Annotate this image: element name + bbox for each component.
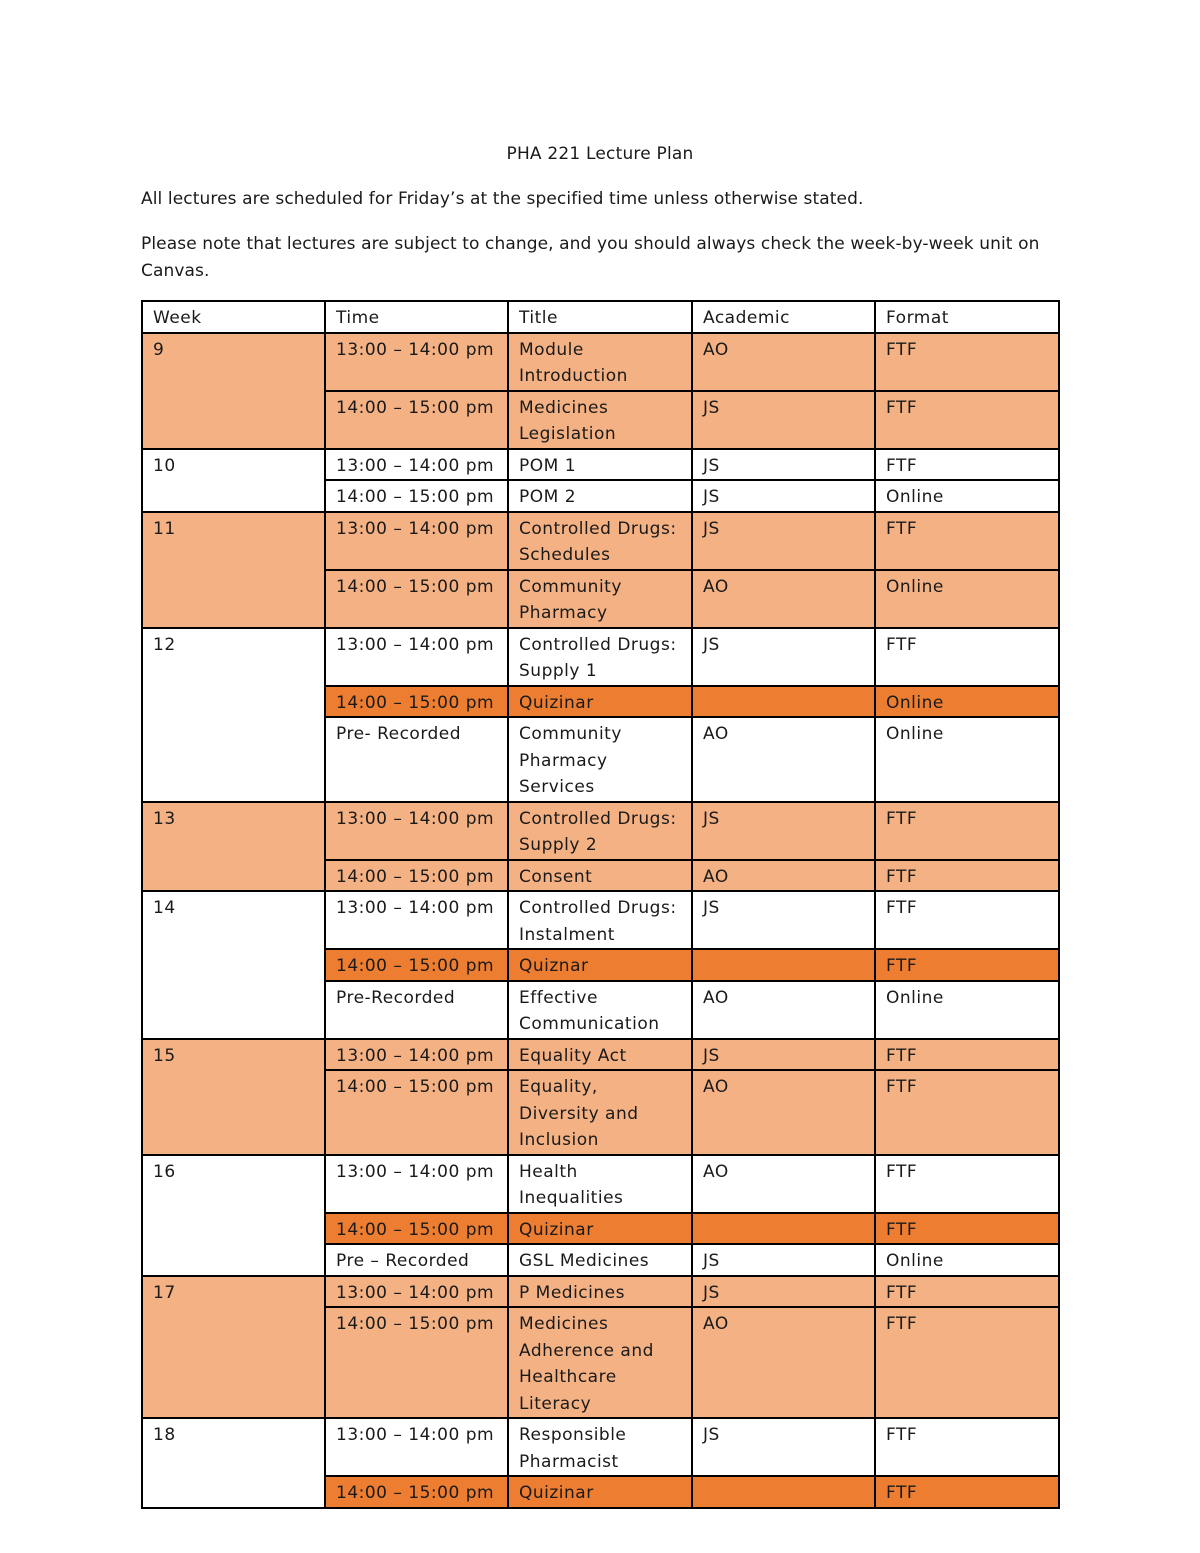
table-row — [142, 512, 1059, 570]
academic-cell: JS — [692, 1039, 875, 1071]
academic-cell: AO — [692, 1307, 875, 1418]
title-cell: Controlled Drugs: Schedules — [508, 512, 692, 570]
title-cell: Controlled Drugs: Supply 2 — [508, 802, 692, 860]
header-title: Title — [508, 301, 692, 333]
time-cell: 13:00 – 14:00 pm — [325, 512, 508, 570]
academic-cell — [692, 949, 875, 981]
academic-cell: JS — [692, 512, 875, 570]
title-cell: Quizinar — [508, 686, 692, 718]
format-cell: FTF — [875, 949, 1059, 981]
title-cell: Medicines Legislation — [508, 391, 692, 449]
table-row — [142, 333, 1059, 391]
header-academic: Academic — [692, 301, 875, 333]
format-cell: Online — [875, 981, 1059, 1039]
table-row — [142, 449, 1059, 481]
header-format: Format — [875, 301, 1059, 333]
time-cell: 13:00 – 14:00 pm — [325, 333, 508, 391]
title-cell: GSL Medicines — [508, 1244, 692, 1276]
time-cell: 14:00 – 15:00 pm — [325, 1476, 508, 1508]
academic-cell: JS — [692, 891, 875, 949]
header-time: Time — [325, 301, 508, 333]
format-cell: FTF — [875, 860, 1059, 892]
time-cell: 13:00 – 14:00 pm — [325, 1418, 508, 1476]
title-cell: Community Pharmacy Services — [508, 717, 692, 802]
format-cell: FTF — [875, 333, 1059, 391]
table-row — [142, 802, 1059, 860]
format-cell: Online — [875, 480, 1059, 512]
table-row — [142, 1276, 1059, 1308]
title-cell: Controlled Drugs: Instalment — [508, 891, 692, 949]
time-cell: Pre- Recorded — [325, 717, 508, 802]
time-cell: 14:00 – 15:00 pm — [325, 391, 508, 449]
time-cell: 13:00 – 14:00 pm — [325, 1039, 508, 1071]
time-cell: 13:00 – 14:00 pm — [325, 802, 508, 860]
time-cell: 13:00 – 14:00 pm — [325, 1155, 508, 1213]
format-cell: FTF — [875, 891, 1059, 949]
time-cell: 14:00 – 15:00 pm — [325, 860, 508, 892]
week-cell: 13 — [142, 802, 325, 892]
week-cell: 11 — [142, 512, 325, 628]
format-cell: FTF — [875, 1070, 1059, 1155]
header-week: Week — [142, 301, 325, 333]
time-cell: 14:00 – 15:00 pm — [325, 1213, 508, 1245]
academic-cell: AO — [692, 717, 875, 802]
week-cell: 9 — [142, 333, 325, 449]
time-cell: 14:00 – 15:00 pm — [325, 949, 508, 981]
format-cell: FTF — [875, 1276, 1059, 1308]
format-cell: Online — [875, 686, 1059, 718]
academic-cell: AO — [692, 1155, 875, 1213]
format-cell: FTF — [875, 449, 1059, 481]
academic-cell: JS — [692, 480, 875, 512]
academic-cell — [692, 686, 875, 718]
note-paragraph: Please note that lectures are subject to change, and you should always check the week-by-week unit on Canvas. — [141, 234, 1040, 281]
format-cell: FTF — [875, 1418, 1059, 1476]
time-cell: 14:00 – 15:00 pm — [325, 1070, 508, 1155]
week-cell: 17 — [142, 1276, 325, 1419]
format-cell: Online — [875, 1244, 1059, 1276]
lecture-plan-table — [141, 300, 1060, 1509]
time-cell: 13:00 – 14:00 pm — [325, 1276, 508, 1308]
title-cell: Health Inequalities — [508, 1155, 692, 1213]
title-cell: Module Introduction — [508, 333, 692, 391]
table-row — [142, 1418, 1059, 1476]
academic-cell: JS — [692, 1276, 875, 1308]
document-title: PHA 221 Lecture Plan — [506, 144, 694, 164]
academic-cell: AO — [692, 981, 875, 1039]
academic-cell: AO — [692, 860, 875, 892]
table-header-row — [142, 301, 1059, 333]
academic-cell: JS — [692, 391, 875, 449]
format-cell: FTF — [875, 1039, 1059, 1071]
academic-cell: JS — [692, 1244, 875, 1276]
academic-cell: JS — [692, 802, 875, 860]
title-cell: Consent — [508, 860, 692, 892]
title-cell: Quizinar — [508, 1476, 692, 1508]
time-cell: 14:00 – 15:00 pm — [325, 1307, 508, 1418]
academic-cell: JS — [692, 449, 875, 481]
format-cell: FTF — [875, 802, 1059, 860]
lecture-plan-body — [142, 301, 1059, 1508]
week-cell: 18 — [142, 1418, 325, 1508]
table-row — [142, 1155, 1059, 1213]
title-cell: POM 2 — [508, 480, 692, 512]
academic-cell — [692, 1213, 875, 1245]
title-cell: Responsible Pharmacist — [508, 1418, 692, 1476]
format-cell: FTF — [875, 1476, 1059, 1508]
format-cell: FTF — [875, 1213, 1059, 1245]
title-cell: Medicines Adherence and Healthcare Literacy — [508, 1307, 692, 1418]
format-cell: FTF — [875, 1307, 1059, 1418]
format-cell: FTF — [875, 628, 1059, 686]
week-cell: 16 — [142, 1155, 325, 1276]
title-cell: Controlled Drugs: Supply 1 — [508, 628, 692, 686]
time-cell: 13:00 – 14:00 pm — [325, 628, 508, 686]
table-row — [142, 891, 1059, 949]
time-cell: 14:00 – 15:00 pm — [325, 570, 508, 628]
title-cell: Equality, Diversity and Inclusion — [508, 1070, 692, 1155]
time-cell: 13:00 – 14:00 pm — [325, 891, 508, 949]
table-row — [142, 628, 1059, 686]
time-cell: Pre-Recorded — [325, 981, 508, 1039]
week-cell: 15 — [142, 1039, 325, 1155]
academic-cell: AO — [692, 570, 875, 628]
title-cell: P Medicines — [508, 1276, 692, 1308]
title-cell: Equality Act — [508, 1039, 692, 1071]
table-row — [142, 1039, 1059, 1071]
format-cell: Online — [875, 717, 1059, 802]
week-cell: 14 — [142, 891, 325, 1039]
format-cell: FTF — [875, 391, 1059, 449]
title-cell: Quiznar — [508, 949, 692, 981]
academic-cell: AO — [692, 1070, 875, 1155]
time-cell: Pre – Recorded — [325, 1244, 508, 1276]
format-cell: FTF — [875, 1155, 1059, 1213]
title-cell: Quizinar — [508, 1213, 692, 1245]
time-cell: 14:00 – 15:00 pm — [325, 686, 508, 718]
academic-cell: AO — [692, 333, 875, 391]
format-cell: FTF — [875, 512, 1059, 570]
title-cell: POM 1 — [508, 449, 692, 481]
title-cell: Effective Communication — [508, 981, 692, 1039]
week-cell: 10 — [142, 449, 325, 512]
time-cell: 14:00 – 15:00 pm — [325, 480, 508, 512]
week-cell: 12 — [142, 628, 325, 802]
academic-cell: JS — [692, 628, 875, 686]
title-cell: Community Pharmacy — [508, 570, 692, 628]
time-cell: 13:00 – 14:00 pm — [325, 449, 508, 481]
academic-cell: JS — [692, 1418, 875, 1476]
academic-cell — [692, 1476, 875, 1508]
intro-paragraph: All lectures are scheduled for Friday’s at the specified time unless otherwise stated. — [141, 189, 864, 209]
format-cell: Online — [875, 570, 1059, 628]
